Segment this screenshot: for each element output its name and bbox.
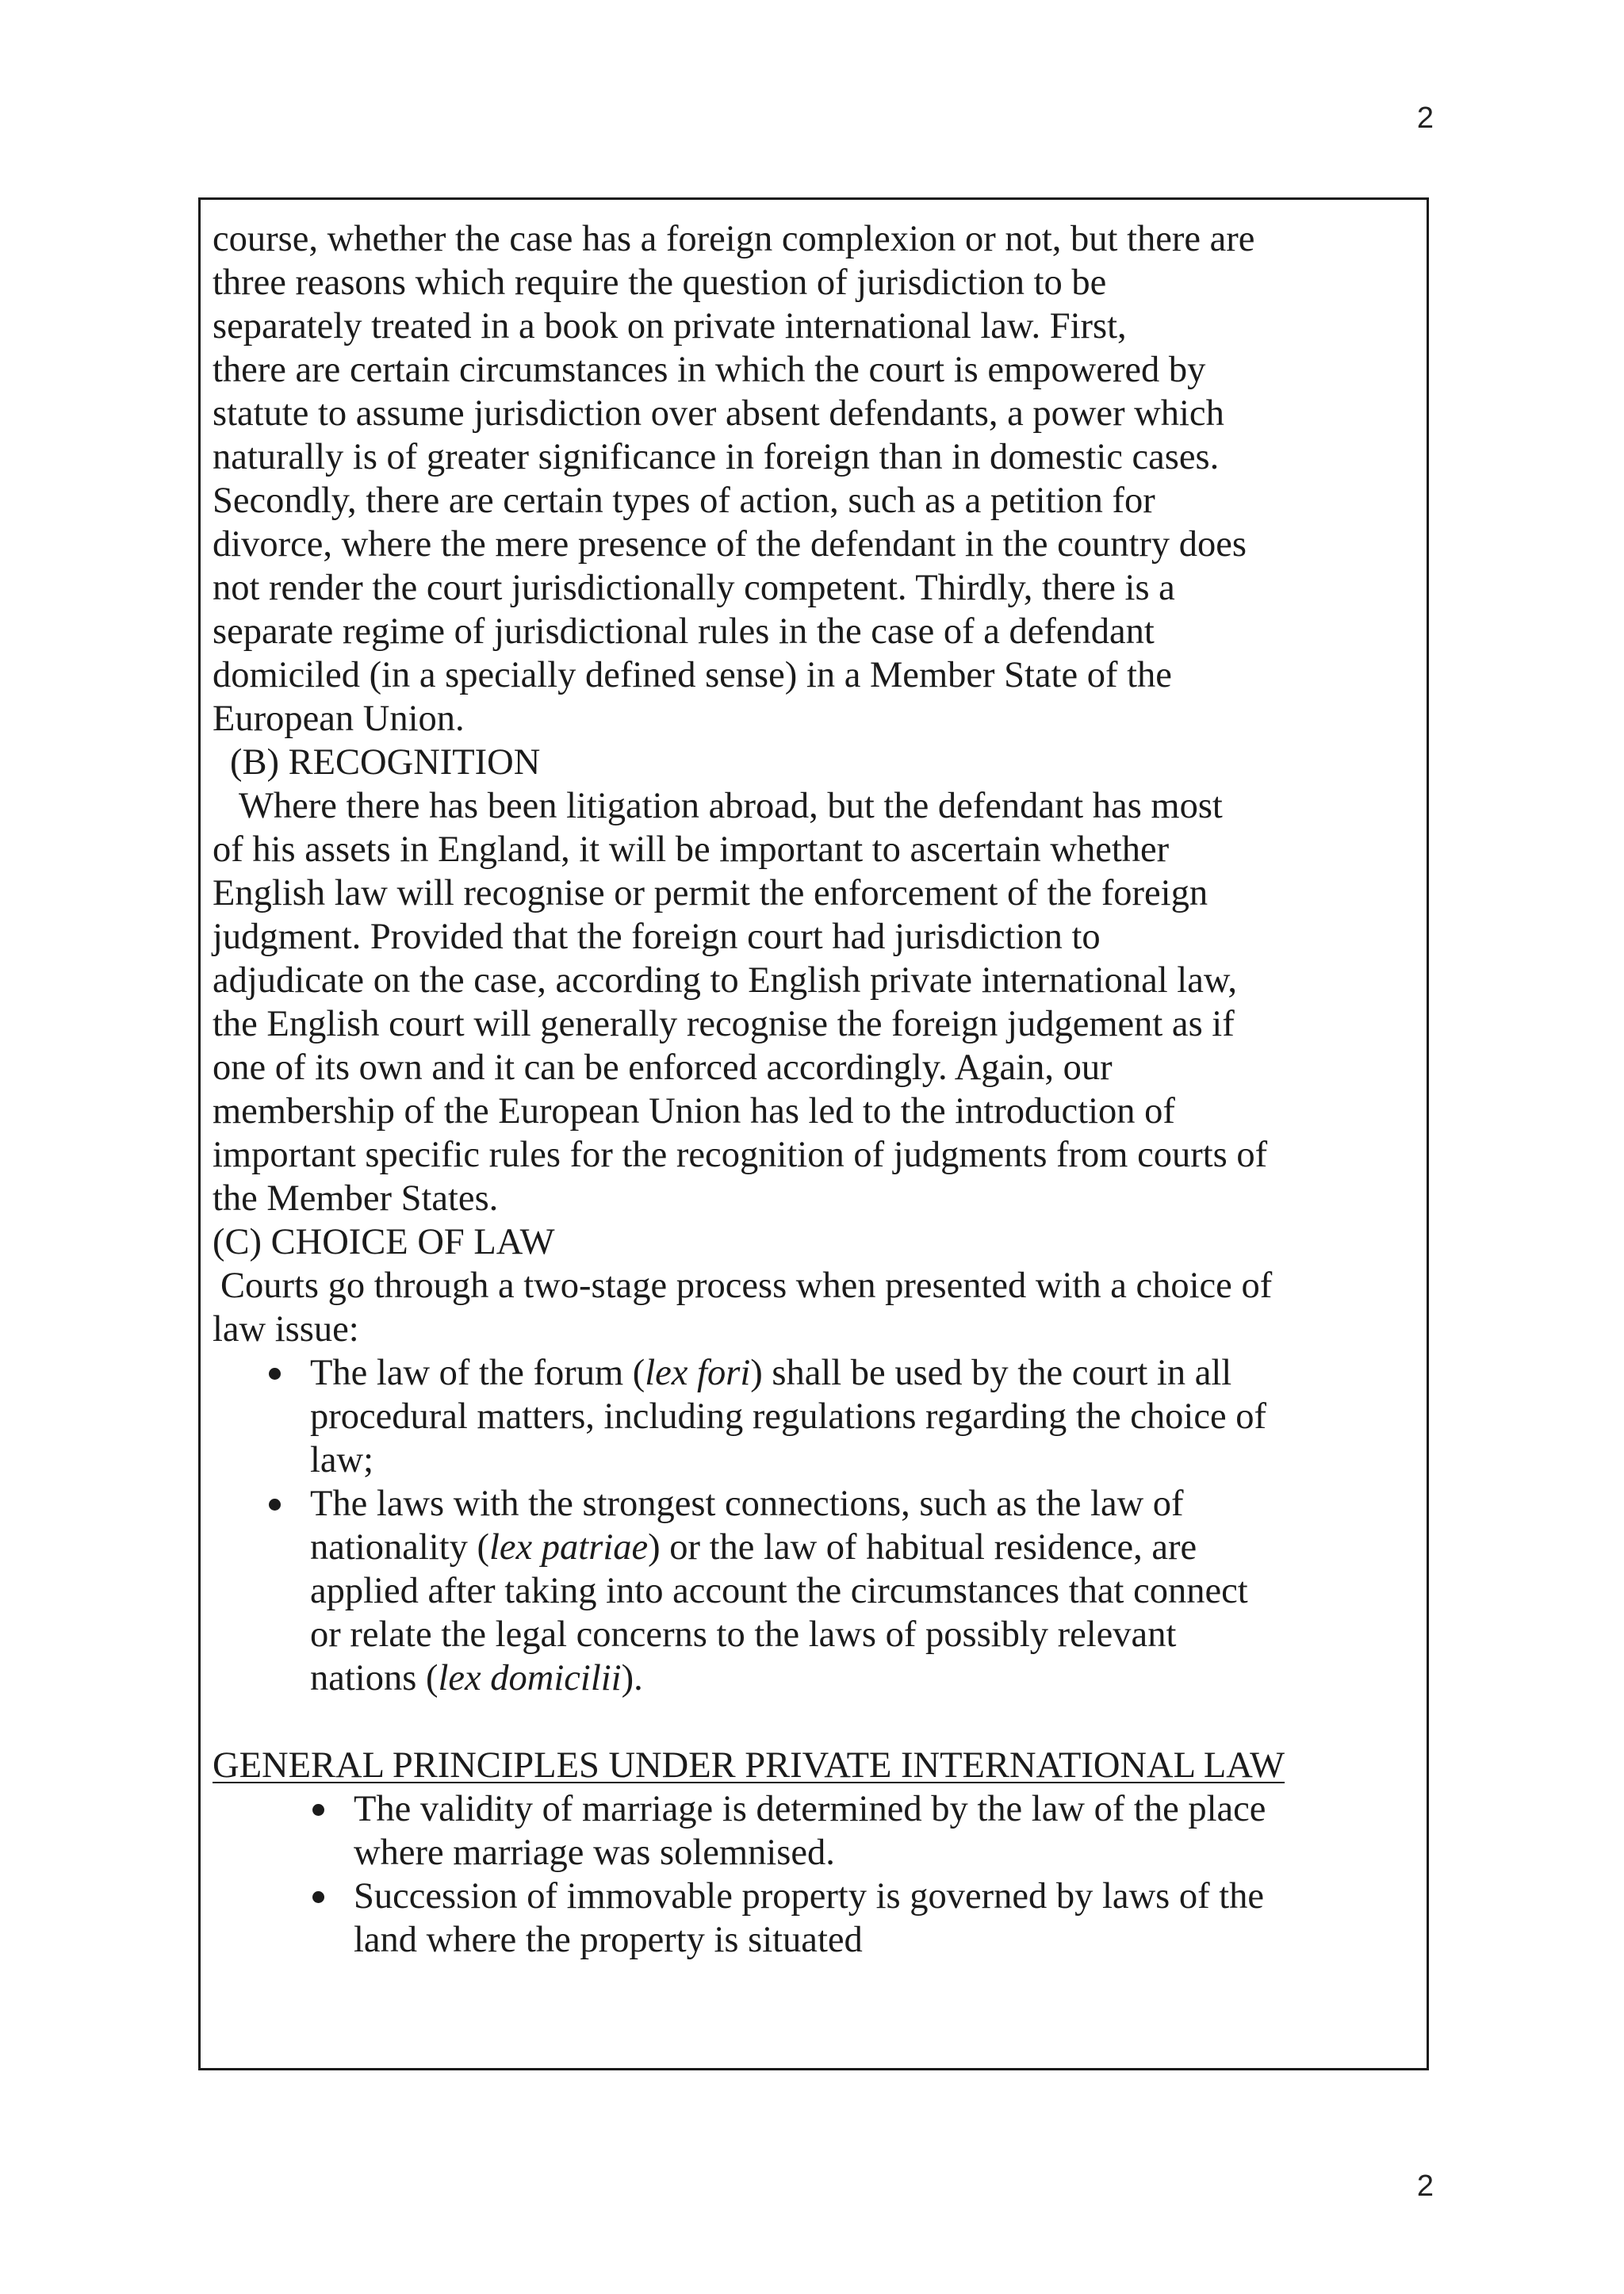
list-item: The law of the forum (lex fori) shall be used by the court in all procedural matters, including regulations regarding the choice of law; [310, 1351, 1415, 1482]
text-line: Courts go through a two-stage process when presented with a choice of [220, 1266, 1273, 1306]
text-box [198, 197, 1429, 2070]
text-line: the English court will generally recognise the foreign judgement as if [213, 1004, 1235, 1044]
text-line: the Member States. [213, 1178, 499, 1219]
latin-term: lex fori [645, 1353, 751, 1393]
section-title-general-principles: GENERAL PRINCIPLES UNDER PRIVATE INTERNATIONAL LAW [213, 1745, 1285, 1786]
choice-of-law-list [213, 1351, 1415, 1700]
text-line: adjudicate on the case, according to English private international law, [213, 960, 1238, 1001]
bullet-icon [312, 1804, 324, 1816]
heading-choice-of-law: (C) CHOICE OF LAW [213, 1222, 555, 1262]
list-item: Succession of immovable property is governed by laws of the land where the property is situated [354, 1875, 1415, 1962]
text-line: of his assets in England, it will be important to ascertain whether [213, 829, 1170, 870]
bullet-icon [269, 1499, 281, 1511]
text-line: separate regime of jurisdictional rules in the case of a defendant [213, 611, 1155, 652]
text-line: European Union. [213, 699, 465, 739]
page-number-top: 2 [1416, 101, 1434, 135]
recognition-paragraph [213, 784, 1415, 1220]
page-number-bottom: 2 [1416, 2170, 1434, 2203]
heading-recognition: (B) RECOGNITION [230, 742, 541, 783]
text-line: Where there has been litigation abroad, but the defendant has most [239, 786, 1223, 826]
principles-list [213, 1787, 1415, 1962]
choice-of-law-paragraph [213, 1264, 1415, 1351]
text-line: Secondly, there are certain types of action, such as a petition for [213, 481, 1155, 521]
text-line: statute to assume jurisdiction over absent defendants, a power which [213, 393, 1224, 434]
jurisdiction-paragraph [213, 217, 1415, 741]
document-content [213, 217, 1415, 1962]
list-item: The validity of marriage is determined by the law of the place where marriage was solemnised. [354, 1787, 1415, 1875]
text-line: English law will recognise or permit the enforcement of the foreign [213, 873, 1208, 913]
latin-term: lex patriae [488, 1527, 649, 1568]
text-line: three reasons which require the question of jurisdiction to be [213, 262, 1107, 303]
text-line: divorce, where the mere presence of the defendant in the country does [213, 524, 1247, 565]
latin-term: lex domicilii [438, 1658, 622, 1698]
text-line: not render the court jurisdictionally competent. Thirdly, there is a [213, 568, 1175, 608]
list-item: The laws with the strongest connections, such as the law of nationality (lex patriae) or the law of habitual residence, are applied after taking into account the circumstances that connect or relate the legal concerns to the laws of possibly relevant nations (lex domicilii). [310, 1482, 1415, 1700]
text-line: separately treated in a book on private international law. First, [213, 306, 1127, 347]
text-line: law issue: [213, 1309, 359, 1350]
text-line: domiciled (in a specially defined sense) in a Member State of the [213, 655, 1172, 695]
text-line: there are certain circumstances in which the court is empowered by [213, 350, 1206, 390]
text-line: membership of the European Union has led to the introduction of [213, 1091, 1175, 1132]
text-line: judgment. Provided that the foreign court had jurisdiction to [213, 917, 1101, 957]
bullet-icon [269, 1368, 281, 1380]
text-line: one of its own and it can be enforced accordingly. Again, our [213, 1047, 1113, 1088]
text-line: naturally is of greater significance in foreign than in domestic cases. [213, 437, 1220, 477]
text-line: course, whether the case has a foreign complexion or not, but there are [213, 219, 1255, 259]
text-line: important specific rules for the recognition of judgments from courts of [213, 1135, 1268, 1175]
bullet-icon [312, 1891, 324, 1903]
